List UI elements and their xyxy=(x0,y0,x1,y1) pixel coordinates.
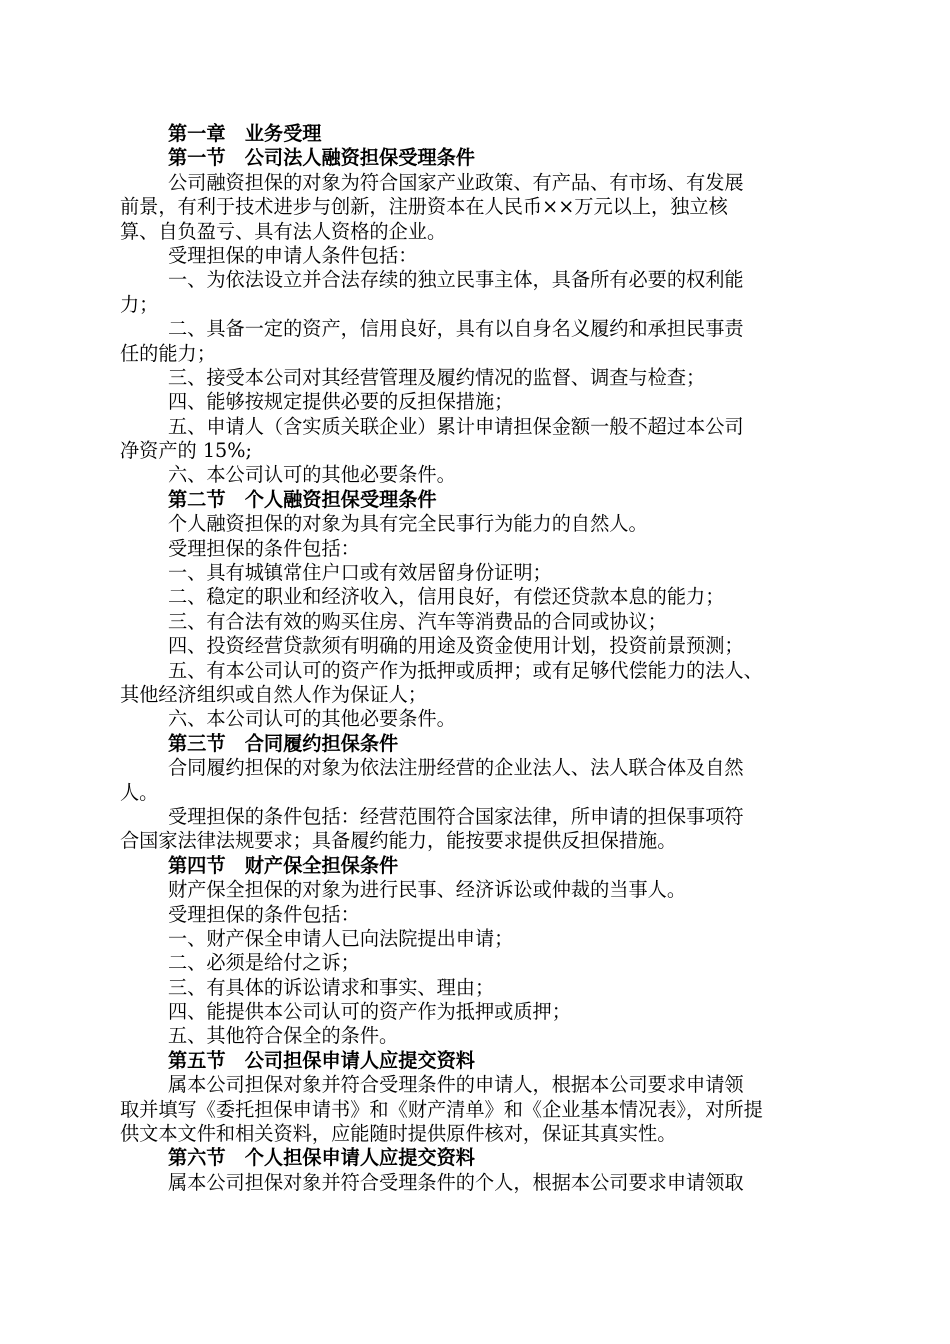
paragraph-line: 二、具备一定的资产，信用良好，具有以自身名义履约和承担民事责 xyxy=(168,317,744,341)
paragraph-line: 净资产的 15%; xyxy=(120,439,252,463)
paragraph-line: 六、本公司认可的其他必要条件。 xyxy=(168,463,456,487)
paragraph-line: 四、能提供本公司认可的资产作为抵押或质押； xyxy=(168,1000,571,1024)
paragraph-line: 一、具有城镇常住户口或有效居留身份证明； xyxy=(168,561,552,585)
paragraph-line: 四、能够按规定提供必要的反担保措施； xyxy=(168,390,514,414)
paragraph-line: 合国家法律法规要求；具备履约能力，能按要求提供反担保措施。 xyxy=(120,829,677,853)
section-heading: 第六节 个人担保申请人应提交资料 xyxy=(168,1146,475,1170)
paragraph-line: 二、必须是给付之诉； xyxy=(168,951,360,975)
paragraph-line: 受理担保的条件包括： xyxy=(168,536,360,560)
section-heading: 第四节 财产保全担保条件 xyxy=(168,853,399,877)
paragraph-line: 五、申请人（含实质关联企业）累计申请担保金额一般不超过本公司 xyxy=(168,414,744,438)
paragraph-line: 个人融资担保的对象为具有完全民事行为能力的自然人。 xyxy=(168,512,648,536)
section-heading: 第五节 公司担保申请人应提交资料 xyxy=(168,1048,475,1072)
paragraph-line: 四、投资经营贷款须有明确的用途及资金使用计划，投资前景预测； xyxy=(168,634,744,658)
document-body xyxy=(120,122,840,1195)
paragraph-line: 受理担保的申请人条件包括： xyxy=(168,243,418,267)
paragraph-line: 财产保全担保的对象为进行民事、经济诉讼或仲裁的当事人。 xyxy=(168,878,687,902)
paragraph-line: 五、有本公司认可的资产作为抵押或质押；或有足够代偿能力的法人、 xyxy=(168,658,763,682)
paragraph-line: 受理担保的条件包括： xyxy=(168,902,360,926)
paragraph-line: 六、本公司认可的其他必要条件。 xyxy=(168,707,456,731)
section-heading: 第二节 个人融资担保受理条件 xyxy=(168,487,437,511)
paragraph-line: 属本公司担保对象并符合受理条件的申请人，根据本公司要求申请领 xyxy=(168,1073,744,1097)
paragraph-line: 一、为依法设立并合法存续的独立民事主体，具备所有必要的权利能 xyxy=(168,268,744,292)
section-heading: 第一节 公司法人融资担保受理条件 xyxy=(168,146,475,170)
paragraph-line: 算、自负盈亏、具有法人资格的企业。 xyxy=(120,219,447,243)
paragraph-line: 人。 xyxy=(120,780,159,804)
paragraph-line: 三、有具体的诉讼请求和事实、理由； xyxy=(168,975,495,999)
paragraph-line: 二、稳定的职业和经济收入，信用良好，有偿还贷款本息的能力； xyxy=(168,585,725,609)
paragraph-line: 属本公司担保对象并符合受理条件的个人，根据本公司要求申请领取 xyxy=(168,1170,744,1194)
paragraph-line: 取并填写《委托担保申请书》和《财产清单》和《企业基本情况表》，对所提 xyxy=(120,1097,763,1121)
paragraph-line: 任的能力； xyxy=(120,341,216,365)
paragraph-line: 受理担保的条件包括：经营范围符合国家法律，所申请的担保事项符 xyxy=(168,804,744,828)
section-heading: 第三节 合同履约担保条件 xyxy=(168,731,399,755)
section-heading: 第一章 业务受理 xyxy=(168,122,322,145)
paragraph-line: 三、接受本公司对其经营管理及履约情况的监督、调查与检查； xyxy=(168,365,706,389)
paragraph-line: 公司融资担保的对象为符合国家产业政策、有产品、有市场、有发展 xyxy=(168,170,744,194)
paragraph-line: 一、财产保全申请人已向法院提出申请； xyxy=(168,926,514,950)
paragraph-line: 力； xyxy=(120,292,159,316)
paragraph-line: 合同履约担保的对象为依法注册经营的企业法人、法人联合体及自然 xyxy=(168,756,744,780)
paragraph-line: 其他经济组织或自然人作为保证人； xyxy=(120,682,427,706)
paragraph-line: 五、其他符合保全的条件。 xyxy=(168,1024,399,1048)
paragraph-line: 三、有合法有效的购买住房、汽车等消费品的合同或协议； xyxy=(168,609,667,633)
paragraph-line: 前景，有利于技术进步与创新，注册资本在人民币××万元以上，独立核 xyxy=(120,195,728,219)
paragraph-line: 供文本文件和相关资料，应能随时提供原件核对，保证其真实性。 xyxy=(120,1122,677,1146)
